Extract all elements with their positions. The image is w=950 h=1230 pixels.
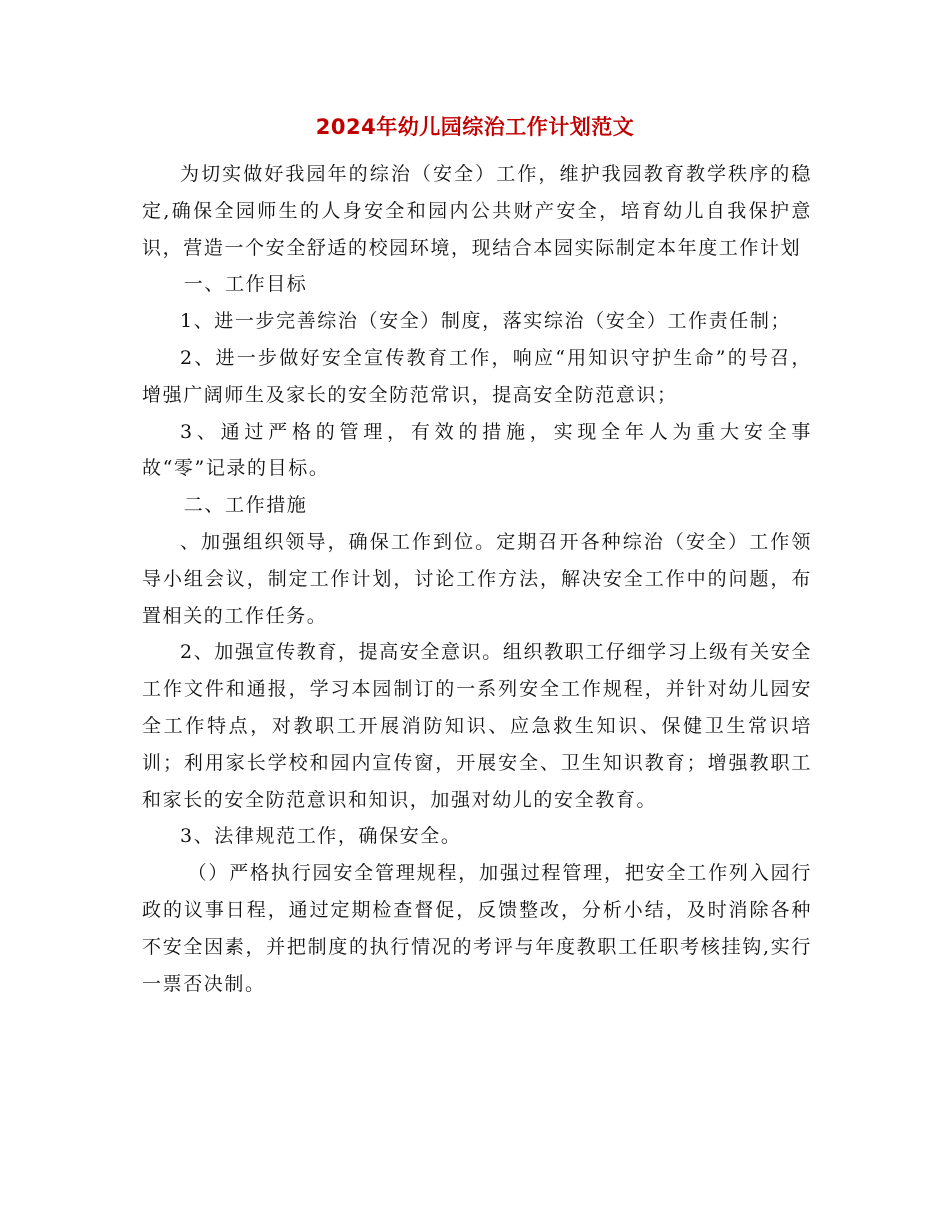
document-body: [142, 156, 812, 1002]
goal-item-3: 3、通过严格的管理，有效的措施，实现全年人为重大安全事故“零”记录的目标。: [142, 420, 812, 480]
measure-sub-item: （）严格执行园安全管理规程，加强过程管理，把安全工作列入园行政的议事日程，通过定期检查督促，反馈整改，分析小结，及时消除各种不安全因素，并把制度的执行情况的考评与年度教职工任职考核挂钩,实行一票否决制。: [142, 862, 812, 995]
intro-paragraph: 为切实做好我园年的综治（安全）工作，维护我园教育教学秩序的稳定,确保全园师生的人身安全和园内公共财产安全，培育幼儿自我保护意识，营造一个安全舒适的校园环境，现结合本园实际制定本年度工作计划: [142, 163, 812, 259]
goal-item-1: 1、进一步完善综治（安全）制度，落实综治（安全）工作责任制；: [180, 310, 792, 333]
document-title: 2024年幼儿园综治工作计划范文: [315, 115, 635, 139]
measure-item-1: 、加强组织领导，确保工作到位。定期召开各种综治（安全）工作领导小组会议，制定工作计划，讨论工作方法，解决安全工作中的问题，布置相关的工作任务。: [142, 530, 812, 627]
measure-item-3: 3、法律规范工作，确保安全。: [180, 825, 462, 848]
goal-item-2: 2、进一步做好安全宣传教育工作，响应“用知识守护生命”的号召，增强广阔师生及家长的安全防范常识，提高安全防范意识；: [142, 346, 812, 406]
section-heading-measures: 二、工作措施: [183, 494, 308, 517]
measure-item-2: 2、加强宣传教育，提高安全意识。组织教职工仔细学习上级有关安全工作文件和通报，学习本园制订的一系列安全工作规程，并针对幼儿园安全工作特点，对教职工开展消防知识、应急救生知识、保健卫生常识培训；利用家长学校和园内宣传窗，开展安全、卫生知识教育；增强教职工和家长的安全防范意识和知识，加强对幼儿的安全教育。: [142, 641, 812, 811]
section-heading-goals: 一、工作目标: [183, 273, 308, 296]
